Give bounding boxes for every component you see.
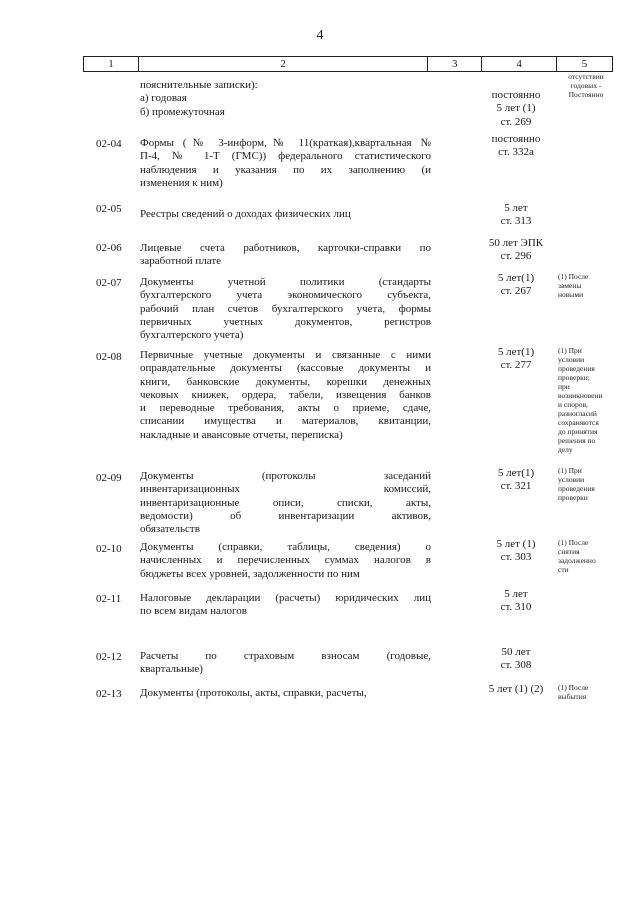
note-line: задолженно [558,556,596,565]
note-line: делу [558,445,573,454]
title-line: рабочий план счетов бухгалтерского учета, формы [140,302,431,315]
title-line: Документы (протоколы, акты, справки, расчеты, [140,687,367,699]
title-line: б) промежуточная [140,105,225,118]
title-line: и переводные требования, акты о приеме, сдаче, [140,402,431,415]
header-col-3: 3 [427,57,481,71]
row-term [476,237,556,264]
title-line: изменения к ним) [140,176,223,189]
note-line: новыми [558,290,584,299]
note-line: решения по [558,436,596,445]
note-line: (1) После [558,272,589,281]
title-line: Налоговые декларации (расчеты) юридических лиц [140,592,431,604]
header-col-1: 1 [108,58,114,70]
term-line: ст. 269 [500,115,532,128]
note-line: замены [558,281,582,290]
row-term [476,683,556,696]
row-code: 02-06 [96,242,122,254]
note-line: условии [558,475,585,484]
term-line: постоянно [491,133,541,145]
title-line: Формы (№ 3-информ,№ 11(краткая),квартальная № [140,137,431,149]
term-line: ст. 303 [500,551,532,564]
row-note [558,466,614,502]
term-line: 5 лет(1) [497,346,535,358]
row-title [140,349,431,442]
term-line: ст. 310 [500,601,532,614]
row-code: 02-13 [96,688,122,700]
title-line: бюджеты всех уровней, задолженности по ним [140,567,360,580]
title-line: Первичные учетные документы и связанные с ними [140,349,431,361]
note-line: отсутствии [568,72,604,81]
row-term [476,202,556,229]
row-note [558,538,614,574]
row-code: 02-09 [96,472,122,484]
title-line: пояснительные записки): [140,79,258,91]
term-line: 5 лет (1) [496,538,536,550]
title-line: первичных учетных документов, регистров [140,315,431,328]
note-line: выбытия [558,692,587,701]
term-line: ст. 321 [500,480,532,493]
note-line: разногласий [558,409,597,418]
row-term [476,89,556,129]
term-line: ст. 267 [500,285,532,298]
page-number: 4 [316,28,324,43]
header-col-5: 5 [556,57,612,71]
row-term [476,646,556,673]
title-line: наблюдения и указания по их заполнению (и [140,163,431,176]
title-line: накладные и авансовые отчеты, переписка) [140,428,343,441]
title-line: П-4, № 1-Т (ГМС)) федерального статистического [140,150,431,163]
row-term [476,272,556,299]
title-line: бухгалтерского учета экономического субъекта, [140,289,431,302]
title-line: по всем видам налогов [140,605,247,618]
row-title [140,137,431,190]
term-line: 5 лет [504,588,528,600]
row-code: 02-07 [96,277,122,289]
title-line: Расчеты по страховым взносам (годовые, [140,650,431,662]
row-term [476,346,556,373]
row-note [558,683,614,701]
row-code: 02-10 [96,543,122,555]
title-line: квартальные) [140,663,203,676]
note-line: и споров, [558,400,588,409]
note-line: Постоянно [568,90,604,99]
title-line: а) годовая [140,92,187,105]
title-line: Документы (протоколы заседаний [140,470,431,482]
note-line: (1) После [558,538,589,547]
title-line: бухгалтерского учета) [140,329,244,342]
title-line: Лицевые счета работников, карточки-справки по [140,242,431,254]
title-line: списании имущества и материалов, квитанции, [140,415,431,428]
term-line: ст. 308 [500,659,532,672]
row-code: 02-08 [96,351,122,363]
row-title [140,470,431,536]
title-line: инвентаризационные описи, списки, акты, [140,496,431,509]
note-line: (1) При [558,466,582,475]
term-line: 5 лет (1) (2) [488,683,544,695]
note-line: при [558,382,570,391]
note-line: проведения [558,484,595,493]
row-note [558,72,614,99]
row-title [140,687,431,700]
term-line: 5 лет(1) [497,467,535,479]
title-line: инвентаризационных комиссий, [140,483,431,496]
row-title [140,650,431,677]
note-line: снятия [558,547,580,556]
row-title [140,79,431,119]
row-term [476,588,556,615]
note-line: возникновени [558,391,603,400]
note-line: до принятия [558,427,598,436]
note-line: (1) При [558,346,582,355]
row-title [140,541,431,581]
row-term [476,538,556,565]
row-title [140,208,431,221]
row-code: 02-11 [96,593,122,605]
note-line: годовых - [570,81,602,90]
row-code: 02-04 [96,138,122,150]
term-line: ст. 332а [498,146,534,159]
term-line: ст. 313 [500,215,532,228]
row-term [476,467,556,494]
title-line: Документы учетной политики (стандарты [140,276,431,288]
term-line: 5 лет(1) [497,272,535,284]
table-header [83,56,613,72]
term-line: ст. 277 [500,359,532,372]
note-line: сохраняются [558,418,599,427]
term-line: 50 лет ЭПК [488,237,544,249]
header-col-4: 4 [481,57,556,71]
term-line: 50 лет [501,646,531,658]
header-col-2: 2 [138,57,427,71]
term-line: 5 лет (1) [496,102,536,115]
term-line: постоянно [491,89,541,101]
row-title [140,276,431,342]
note-line: проверки; [558,373,590,382]
row-code: 02-05 [96,203,122,215]
term-line: 5 лет [504,202,528,214]
row-code: 02-12 [96,651,122,663]
note-line: проведения [558,364,595,373]
title-line: ведомости) об инвентаризации активов, [140,509,431,522]
row-note [558,272,614,299]
row-note [558,346,614,454]
row-title [140,242,431,269]
title-line: книги, банковские документы, корешки денежных [140,375,431,388]
title-line: начисленных и перечисленных суммах налогов в [140,554,431,567]
title-line: заработной плате [140,255,222,268]
title-line: оправдательные документы (кассовые документы и [140,362,431,375]
row-term [476,133,556,160]
title-line: Реестры сведений о доходах физических лиц [140,208,351,220]
term-line: ст. 296 [500,250,532,263]
title-line: Документы (справки, таблицы, сведения) о [140,541,431,553]
row-title [140,592,431,619]
title-line: обязательств [140,523,200,536]
note-line: сти [558,565,569,574]
note-line: (1) После [558,683,589,692]
note-line: проверки [558,493,588,502]
note-line: условии [558,355,585,364]
title-line: чековых книжек, ордера, табели, извещения банков [140,388,431,401]
